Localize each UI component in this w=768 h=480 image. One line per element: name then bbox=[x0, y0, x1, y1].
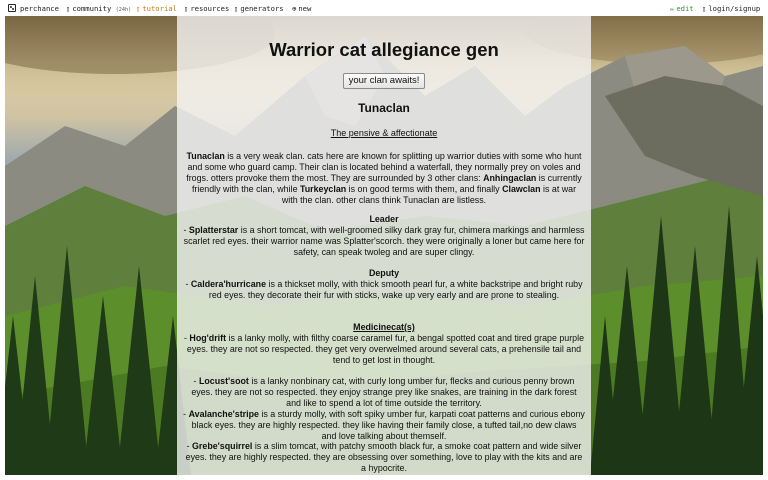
medicine-cat-name: Hog'drift bbox=[189, 332, 227, 343]
medicine-cat-heading: Medicinecat(s) bbox=[353, 322, 415, 332]
page-title: Warrior cat allegiance gen bbox=[269, 39, 499, 60]
deputy-text: is a thickset molly, with thick smooth pearl fur, a white backstripe and bright ruby red eyes. they decorate their fur with sticks, wake up very early and are prone to stealing. bbox=[208, 278, 583, 300]
warrior-name: Avalanche'stripe bbox=[188, 408, 259, 419]
leader-text: is a short tomcat, with well-groomed silky dark gray fur, chimera markings and harmless scarlet red eyes. their warrior name was Splatter'scorch. they were originally a loner but came here for safety, can speak twoleg and are super clingy. bbox=[183, 224, 585, 257]
clan-tagline: The pensive & affectionate bbox=[330, 128, 438, 138]
neighbor-clan-2: Turkeyclan bbox=[299, 183, 347, 194]
leader-description: - Splatterstar is a short tomcat, with well-groomed silky dark gray fur, chimera markings and harmless scarlet red eyes. their warrior name was Splatter'scorch. they were originally a loner but came here for safety, can speak twoleg and are super clingy. bbox=[183, 224, 585, 257]
warrior-name: Locust'soot bbox=[198, 376, 249, 386]
medicine-cat-text: is a lanky molly, with filthy coarse caramel fur, a bengal spotted coat and tired grape purple eyes. they are not so respected. they get very overwelmed around several cats, a prehensile tail and tend to get lost in thought. bbox=[186, 332, 585, 365]
pencil-icon: ✏ bbox=[670, 4, 675, 13]
list-item: - Grebe'squirrel is a slim tomcat, with patchy smooth black fur, a smoke coat pattern and wide silver eyes. they are highly respected. they are obsessing over something, love to play with the kits and are a hypocrite. bbox=[185, 441, 583, 474]
generator-output-panel bbox=[177, 16, 591, 475]
deputy-section bbox=[183, 268, 585, 301]
nav-home-label: perchance bbox=[20, 4, 59, 13]
chat-icon: ▯ bbox=[66, 4, 71, 13]
plus-circle-icon: ⊕ bbox=[292, 4, 297, 13]
nav-edit-label: edit bbox=[676, 4, 694, 13]
nav-community-label: community bbox=[72, 4, 112, 13]
top-nav bbox=[0, 0, 768, 16]
warrior-text: is a sturdy molly, with soft spiky umber fur, karpati coat patterns and curious ebony black eyes. they are highly respected. they like having their family close, a tufted tail,no dew claws and love talking about themself. bbox=[191, 408, 585, 441]
nav-new-link[interactable] bbox=[292, 3, 311, 14]
nav-community-link[interactable] bbox=[66, 3, 131, 16]
clan-description bbox=[183, 151, 585, 206]
deputy-description: - Caldera'hurricane is a thickset molly, with thick smooth pearl fur, a white backstripe and bright ruby red eyes. they decorate their fur with sticks, wake up very early and are prone to stealing. bbox=[185, 278, 583, 300]
clan-name-inline: Tunaclan bbox=[186, 151, 225, 161]
nav-new-label: new bbox=[298, 4, 312, 13]
nav-login-label: login/signup bbox=[708, 4, 761, 13]
leader-section bbox=[183, 214, 585, 258]
medicine-cat-description: - Hog'drift is a lanky molly, with filthy coarse caramel fur, a bengal spotted coat and tired grape purple eyes. they are not so respected. they get very overwelmed around several cats, a prehensile tail and tend to get lost in thought. bbox=[183, 332, 585, 365]
leader-name: Splatterstar bbox=[188, 224, 239, 235]
generate-button[interactable]: your clan awaits! bbox=[343, 73, 425, 89]
dice-icon bbox=[8, 4, 16, 12]
nav-generators-label: generators bbox=[240, 4, 284, 13]
neighbor-clan-3: Clawclan bbox=[502, 183, 541, 194]
intro-text-4: is at war with the clan. other clans think Tunaclan are listless. bbox=[281, 183, 577, 205]
warrior-text: is a lanky nonbinary cat, with curly long umber fur, flecks and curious penny brown eyes. they are not so respected. they enjoy strange prey like snakes, are training in the dark forest and like to spend a lot of time outside the territory. bbox=[191, 376, 577, 408]
intro-text-2: is currently friendly with the clan, while bbox=[191, 172, 582, 194]
intro-text-3: is on good terms with them, and finally bbox=[346, 183, 503, 194]
warriors-section bbox=[183, 376, 585, 474]
nav-resources-label: resources bbox=[190, 4, 230, 13]
neighbor-clan-1: Anhingaclan bbox=[483, 172, 537, 183]
intro-text-1: is a very weak clan. cats here are known for splitting up warrior duties with some who hunt and some who guard camp. Their clan is located behind a waterfall, they normally prey on voles and frogs. otters provoke them the most. They are surrounded by 3 other clans: bbox=[186, 151, 582, 183]
nav-home-link[interactable] bbox=[8, 3, 59, 14]
nav-generators-link[interactable] bbox=[234, 3, 284, 14]
person-icon: ▯ bbox=[702, 4, 707, 13]
book-icon: ▯ bbox=[136, 4, 141, 13]
grid-icon: ▯ bbox=[234, 4, 239, 13]
clan-name-heading: Tunaclan bbox=[358, 101, 410, 115]
deputy-name: Caldera'hurricane bbox=[190, 278, 267, 289]
nav-login-link[interactable] bbox=[702, 3, 760, 14]
list-item: - Locust'soot is a lanky nonbinary cat, with curly long umber fur, flecks and curious penny brown eyes. they are not so respected. they enjoy strange prey like snakes, are training in the dark forest and like to spend a lot of time outside the territory. bbox=[191, 376, 577, 408]
nav-resources-link[interactable] bbox=[184, 3, 229, 14]
nav-tutorial-label: tutorial bbox=[142, 4, 177, 13]
nav-tutorial-link[interactable] bbox=[136, 3, 177, 14]
list-item: - Avalanche'stripe is a sturdy molly, with soft spiky umber fur, karpati coat patterns and curious ebony black eyes. they are highly respected. they like having their family close, a tufted tail,no dew claws and love talking about themself. bbox=[183, 408, 585, 441]
medicine-cat-section bbox=[183, 322, 585, 366]
deputy-heading: Deputy bbox=[368, 268, 400, 278]
nav-edit-link[interactable] bbox=[670, 3, 694, 14]
leader-heading: Leader bbox=[369, 214, 399, 224]
warrior-name: Grebe'squirrel bbox=[192, 441, 253, 452]
folder-icon: ▯ bbox=[184, 4, 189, 13]
warrior-text: is a slim tomcat, with patchy smooth black fur, a smoke coat pattern and wide silver eyes. they are highly respected. they are obsessing over something, love to play with the kits and are a hypocrite. bbox=[185, 441, 583, 474]
nav-community-count: (24h) bbox=[115, 7, 132, 13]
